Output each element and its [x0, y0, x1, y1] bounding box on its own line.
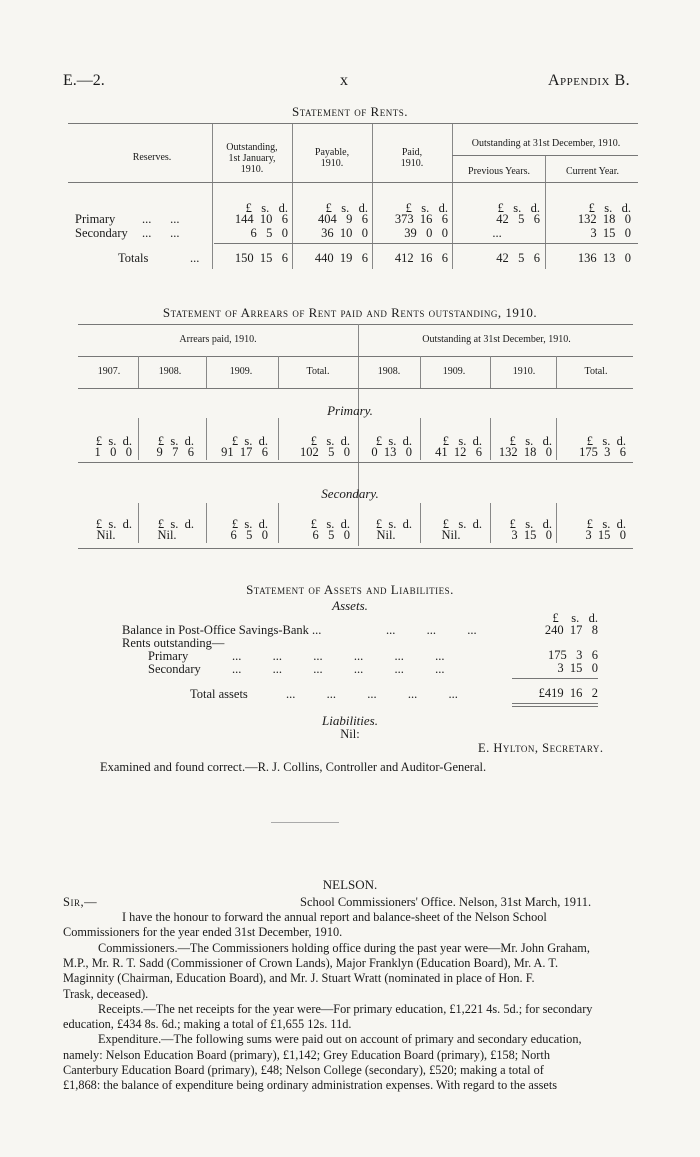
row-secondary-label: Secondary: [75, 226, 128, 240]
primary-payable: 404 9 6: [318, 212, 368, 226]
secondary-paid: 39 0 0: [404, 226, 448, 240]
total-assets-value: £419 16 2: [538, 686, 598, 700]
balance-value: 240 17 8: [544, 623, 598, 637]
liabilities-title: Liabilities.: [322, 713, 378, 728]
lsd-header: £ s. d.: [310, 434, 350, 448]
examined-line: Examined and found correct.—R. J. Collins, Controller and Auditor-General.: [100, 760, 487, 774]
lsd-header: £ s. d.: [95, 517, 132, 531]
secondary-arrears-1908-out: Nil.: [376, 528, 396, 542]
leader-dots: ...: [190, 251, 200, 265]
col-1910-out: 1910.: [512, 366, 536, 377]
col-outstanding-jan: Outstanding, 1st January, 1910.: [226, 142, 278, 175]
col-current-year: Current Year.: [565, 166, 620, 177]
total-assets-label: Total assets: [190, 687, 248, 701]
primary-arrears-1908-out: 0 13 0: [371, 445, 412, 459]
lsd-header: £ s. d.: [442, 517, 482, 531]
lsd-header: £ s. d.: [405, 201, 448, 215]
nelson-heading: NELSON.: [322, 877, 378, 892]
secondary-arrears-1910-out: 3 15 0: [511, 528, 552, 542]
primary-arrears-1907: 1 0 0: [94, 445, 132, 459]
letter-line: Trask, deceased).: [63, 986, 149, 1001]
lsd-header: £ s. d.: [245, 201, 288, 215]
col-outstanding-dec: Outstanding at 31st December, 1910.: [471, 138, 621, 149]
lsd-header: £ s. d.: [157, 517, 194, 531]
secondary-current: 3 15 0: [590, 226, 631, 240]
col-total-out: Total.: [584, 366, 608, 377]
totals-label: Totals: [118, 251, 149, 265]
col-reserves: Reserves.: [132, 152, 172, 163]
letter-line: I have the honour to forward the annual report and balance-sheet of the Nelson School: [122, 910, 547, 924]
col-1909-out: 1909.: [442, 366, 466, 377]
totals-current: 136 13 0: [577, 251, 631, 265]
letter-line: namely: Nelson Education Board (primary), £1,142; Grey Education Board (primary), £158; North: [63, 1047, 550, 1062]
leader-dots: ... ... ... ... ...: [286, 687, 458, 701]
letter-line: M.P., Mr. R. T. Sadd (Commissioner of Crown Lands), Major Franklyn (Education Board), Mr. A. T.: [63, 955, 559, 970]
primary-arrears-1909-paid: 91 17 6: [221, 445, 268, 459]
secondary-arrears-1907: Nil.: [96, 528, 116, 542]
assets-secondary-label: Secondary: [148, 662, 201, 676]
totals-previous: 42 5 6: [496, 251, 540, 265]
arrears-primary-label: Primary.: [327, 403, 373, 418]
rents-outstanding-label: Rents outstanding—: [122, 636, 225, 650]
lsd-header: £ s. d.: [586, 434, 626, 448]
lsd-header: £ s. d.: [325, 201, 368, 215]
secondary-arrears-total-paid: 6 5 0: [312, 528, 350, 542]
letter-line: £1,868: the balance of expenditure being ordinary administration expenses. With regard to the assets: [63, 1078, 558, 1093]
secondary-arrears-1908-paid: Nil.: [157, 528, 177, 542]
assets-subtitle: Assets.: [332, 598, 368, 613]
letter-line: Receipts.—The net receipts for the year were—For primary education, £1,221 4s. 5d.; for secondary: [98, 1001, 593, 1016]
lsd-header: £ s. d.: [310, 517, 350, 531]
balance-label: Balance in Post-Office Savings-Bank ...: [122, 623, 322, 637]
col-total-paid: Total.: [306, 366, 330, 377]
primary-current: 132 18 0: [577, 212, 631, 226]
secondary-arrears-1909-paid: 6 5 0: [230, 528, 268, 542]
letter-line: Expenditure.—The following sums were paid out on account of primary and secondary education,: [98, 1032, 582, 1047]
leader-dots: ... ... ... ... ... ...: [232, 649, 445, 663]
salutation: Sir,—: [63, 895, 98, 909]
assets-primary-label: Primary: [148, 649, 189, 663]
secondary-outstanding-jan: 6 5 0: [250, 226, 288, 240]
totals-paid: 412 16 6: [394, 251, 448, 265]
primary-arrears-total-paid: 102 5 0: [300, 445, 350, 459]
lsd-header: £ s. d.: [157, 434, 194, 448]
letter-line: Canterbury Education Board (primary), £48; Nelson College (secondary), £520; making a total of: [63, 1063, 544, 1077]
col-previous-years: Previous Years.: [468, 166, 530, 177]
lsd-header: £ s. d.: [586, 517, 626, 531]
office-line: School Commissioners' Office. Nelson, 31st March, 1911.: [300, 895, 592, 909]
page-number: x: [340, 72, 348, 89]
secondary-previous: ...: [492, 226, 502, 240]
col-1908-out: 1908.: [377, 366, 401, 377]
col-1908-paid: 1908.: [158, 366, 182, 377]
totals-payable: 440 19 6: [314, 251, 368, 265]
liabilities-value: Nil:: [340, 727, 360, 741]
lsd-header: £ s. d.: [231, 517, 268, 531]
letter-line: Commissioners for the year ended 31st December, 1910.: [63, 925, 343, 940]
letter-line: Maginnity (Chairman, Education Board), and Mr. J. Stuart Wratt (nominated in place of Hon. F.: [63, 971, 535, 986]
letter-line: education, £434 8s. 6d.; making a total of £1,655 12s. 11d.: [63, 1017, 352, 1032]
assets-primary-value: 175 3 6: [548, 648, 598, 662]
letter-line: Commissioners.—The Commissioners holding office during the past year were—Mr. John Graham,: [98, 940, 590, 955]
lsd-header: £ s. d.: [375, 434, 412, 448]
lsd-header: £ s. d.: [375, 517, 412, 531]
lsd-header: £ s. d.: [509, 434, 552, 448]
secretary-signature: E. Hylton, Secretary.: [478, 741, 604, 755]
arrears-secondary-label: Secondary.: [321, 486, 379, 501]
col-1907: 1907.: [97, 366, 121, 377]
primary-previous: 42 5 6: [496, 212, 540, 226]
totals-outstanding-jan: 150 15 6: [234, 251, 288, 265]
leader-dots: ... ... ... ... ... ...: [232, 662, 445, 676]
primary-arrears-total-out: 175 3 6: [579, 445, 626, 459]
secondary-arrears-total-out: 3 15 0: [585, 528, 626, 542]
primary-outstanding-jan: 144 10 6: [234, 212, 288, 226]
appendix-label: Appendix B.: [548, 72, 631, 89]
col-1909-paid: 1909.: [229, 366, 253, 377]
lsd-header: £ s. d.: [442, 434, 482, 448]
col-payable: Payable, 1910.: [314, 147, 350, 169]
leader-dots: ... ...: [142, 212, 180, 226]
primary-arrears-1909-out: 41 12 6: [435, 445, 482, 459]
primary-arrears-1908-paid: 9 7 6: [156, 445, 194, 459]
secondary-arrears-1909-out: Nil.: [441, 528, 461, 542]
leader-dots: ... ...: [142, 226, 180, 240]
assets-title: Statement of Assets and Liabilities.: [246, 582, 454, 597]
lsd-header: £ s. d.: [95, 434, 132, 448]
lsd-header: £ s. d.: [588, 201, 631, 215]
arrears-paid-header: Arrears paid, 1910.: [179, 334, 257, 345]
leader-dots: ... ... ...: [386, 623, 477, 637]
arrears-outstanding-header: Outstanding at 31st December, 1910.: [422, 334, 571, 345]
primary-arrears-1910-out: 132 18 0: [498, 445, 552, 459]
lsd-header: £ s. d.: [231, 434, 268, 448]
arrears-title: Statement of Arrears of Rent paid and Rents outstanding, 1910.: [162, 305, 538, 320]
secondary-payable: 36 10 0: [321, 226, 368, 240]
lsd-header: £ s. d.: [509, 517, 552, 531]
page-ref: E.—2.: [63, 72, 105, 89]
primary-paid: 373 16 6: [394, 212, 448, 226]
col-paid: Paid, 1910.: [400, 147, 424, 169]
assets-lsd: £ s. d.: [552, 611, 598, 625]
rents-title: Statement of Rents.: [292, 104, 408, 119]
assets-secondary-value: 3 15 0: [557, 661, 598, 675]
row-primary-label: Primary: [75, 212, 116, 226]
lsd-header: £ s. d.: [497, 201, 540, 215]
